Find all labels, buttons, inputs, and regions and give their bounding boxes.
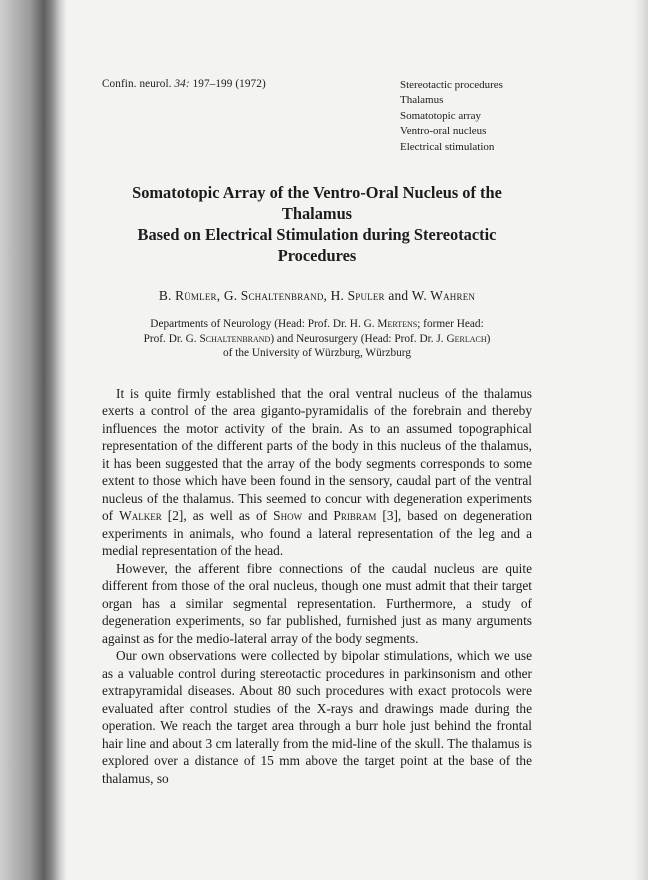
body-text-run: [3], based on degeneration experiments in animals, who found a lateral representation of the leg and a medial representation of the head. — [102, 508, 532, 559]
body-text-run: and — [302, 508, 334, 524]
keyword: Stereotactic procedures — [400, 79, 503, 91]
affiliation-name: Schaltenbrand — [199, 332, 271, 345]
journal-citation — [102, 78, 266, 90]
cited-author: Pribram — [333, 508, 377, 524]
article-page — [102, 78, 532, 787]
keyword-list — [400, 78, 540, 155]
header-row — [102, 78, 532, 154]
citation-journal: Confin. neurol. — [102, 78, 172, 90]
affiliation — [102, 317, 532, 361]
affiliation-text: Departments of Neurology (Head: Prof. Dr. H. G. — [150, 318, 378, 330]
author-name: H. Spuler — [330, 288, 385, 303]
page-edge-shadow — [634, 0, 648, 880]
body-paragraph: Our own observations were collected by bipolar stimulations, which we use as a valuable control during stereotactic procedures in parkinsonism and other extrapyramidal diseases. About 80 such procedures with exact protocols were evaluated after control studies of the X-rays and drawings made during the operation. We reach the target area through a burr hole just behind the frontal hair line and about 3 cm laterally from the mid-line of the skull. The thalamus is explored over a distance of 15 mm above the target point at the base of the thalamus, so — [102, 648, 532, 786]
title-line-1: Somatotopic Array of the Ventro-Oral Nucleus of the Thalamus — [132, 183, 502, 223]
book-binding-shadow — [0, 0, 66, 880]
keyword: Electrical stimulation — [400, 140, 495, 153]
affiliation-text: ) — [486, 332, 491, 345]
article-title — [102, 182, 532, 266]
body-text-run: It is quite firmly established that the oral ventral nucleus of the thalamus exerts a control of the area giganto-pyramidalis of the forebrain and thereby influences the motor activity of the brain. As to an assumed topographical representation of the different parts of the body in this nucleus of the thalamus, it has been suggested that the array of the body segments corresponds to some extent to those which have been found in the sensory, caudal part of the ventral nucleus of the thalamus. This seemed to concur with degeneration experiments of — [102, 385, 532, 524]
affiliation-text: Prof. Dr. G. — [143, 332, 200, 345]
cited-author: Walker — [119, 508, 162, 524]
affiliation-text: of the University of Würzburg, Würzburg — [222, 347, 412, 360]
author-list: B. Rümler, G. Schaltenbrand, H. Spuler and W. Wahren — [158, 288, 476, 303]
article-body — [102, 385, 532, 788]
body-paragraph: However, the afferent fibre connections of the caudal nucleus are quite different from those of the oral nucleus, though one must admit that their target organ has a similar segmental representation. Furthermore, a study of degeneration experiments, so far published, furnished just as many arguments against as for the medio-lateral array of the body segments. — [102, 560, 532, 646]
affiliation-text: ) and Neurosurgery (Head: Prof. Dr. J. — [270, 332, 447, 345]
author-name: G. Schaltenbrand — [223, 288, 324, 303]
body-paragraph — [102, 385, 532, 560]
cited-author: Show — [273, 508, 303, 524]
author-name: W. Wahren — [411, 288, 476, 303]
keyword: Ventro-oral nucleus — [400, 125, 487, 138]
body-text-run: [2], as well as of — [161, 508, 274, 524]
keyword: Thalamus — [400, 94, 444, 107]
citation-pages-year: 197–199 (1972) — [192, 78, 266, 90]
affiliation-name: Gerlach — [446, 332, 487, 345]
affiliation-name: Mertens — [377, 318, 418, 330]
affiliation-text: ; former Head: — [417, 318, 484, 330]
title-line-2: Based on Electrical Stimulation during Stereotactic Procedures — [137, 225, 497, 265]
author-name: B. Rümler — [158, 288, 217, 303]
citation-volume: 34: — [174, 78, 190, 90]
keyword: Somatotopic array — [400, 109, 481, 122]
